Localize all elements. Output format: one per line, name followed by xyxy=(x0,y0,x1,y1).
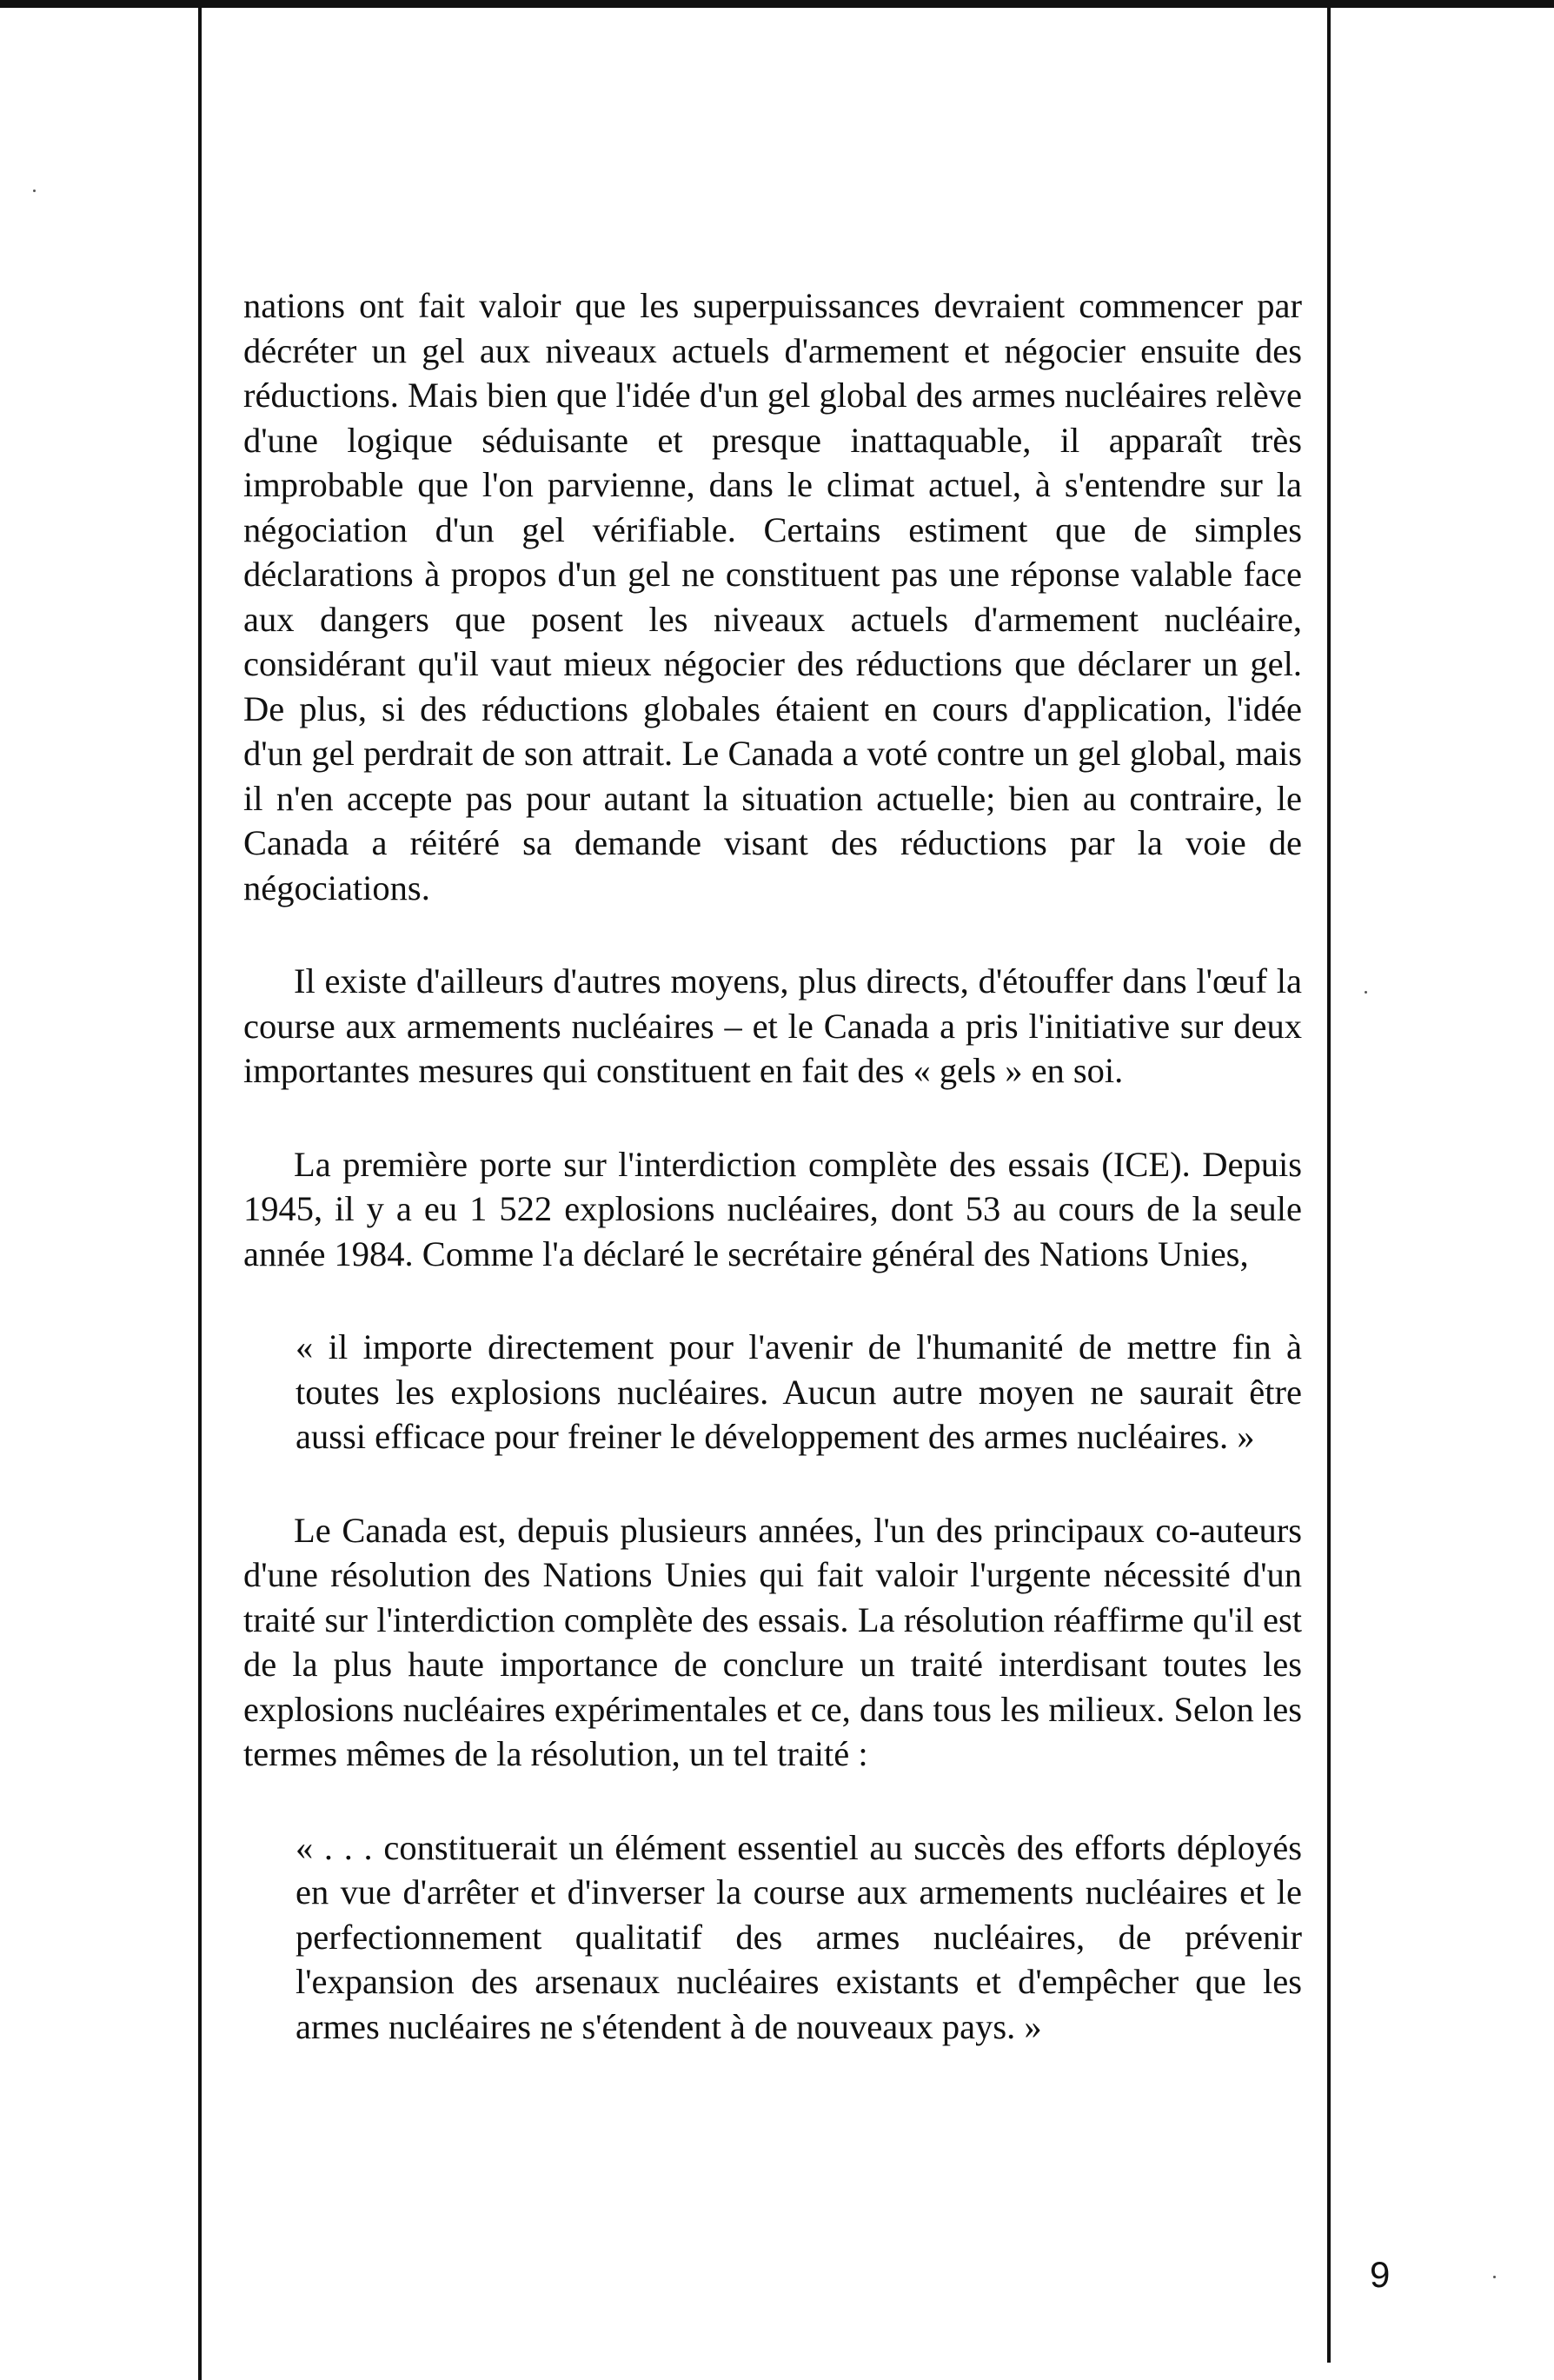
quote-resolution: « . . . constituerait un élément essentiel au succès des efforts déployés en vue d'arrêter et d'inverser la course aux armements nucléaires et le perfectionnement qualitatif des armes nucléaires, de prévenir l'expansion des arsenaux nucléaires existants et d'empêcher que les armes nucléaires ne s'étendent à de nouveaux pays. » xyxy=(296,1827,1302,2046)
top-border-rule xyxy=(0,0,1554,8)
page-number: 9 xyxy=(1370,2254,1391,2295)
paragraph-gel-discussion: nations ont fait valoir que les superpuissances devraient commencer par décréter un gel aux niveaux actuels d'armement et négocier ensuite des réductions. Mais bien que l'idée d'un gel global des armes nucléaires relève d'une logique séduisante et presque inattaquable, il apparaît très improbable que l'on parvienne, dans le climat actuel, à s'entendre sur la négociation d'un gel vérifiable. Certains estiment que de simples déclarations à propos d'un gel ne constituent pas une réponse valable face aux dangers que posent les niveaux actuels d'armement nucléaire, considérant qu'il vaut mieux négocier des réductions que déclarer un gel. De plus, si des réductions globales étaient en cours d'application, l'idée d'un gel perdrait de son attrait. Le Canada a voté contre un gel global, mais il n'en accepte pas pour autant la situation actuelle; bien au contraire, le Canada a réitéré sa demande visant des réductions par la voie de négociations. xyxy=(243,286,1302,907)
right-margin-rule xyxy=(1327,0,1331,2363)
paragraph-canada-resolution: Le Canada est, depuis plusieurs années, l'un des principaux co-auteurs d'une résolution des Nations Unies qui fait valoir l'urgente nécessité d'un traité sur l'interdiction complète des essais. La résolution réaffirme qu'il est de la plus haute importance de conclure un traité interdisant toutes les explosions nucléaires expérimentales et ce, dans tous les milieux. Selon les termes mêmes de la résolution, un tel traité : xyxy=(243,1510,1302,1773)
paragraph-other-means: Il existe d'ailleurs d'autres moyens, plus directs, d'étouffer dans l'œuf la course aux armements nucléaires – et le Canada a pris l'initiative sur deux importantes mesures qui constituent en fait des « gels » en soi. xyxy=(243,961,1302,1090)
scan-speck xyxy=(33,189,36,192)
page-body xyxy=(243,283,1302,2049)
paragraph-test-ban: La première porte sur l'interdiction complète des essais (ICE). Depuis 1945, il y a eu 1 522 explosions nucléaires, dont 53 au cours de la seule année 1984. Comme l'a déclaré le secrétaire général des Nations Unies, xyxy=(243,1144,1302,1273)
left-margin-rule xyxy=(198,0,202,2380)
scan-speck xyxy=(1365,991,1367,994)
quote-secretary-general: « il importe directement pour l'avenir de l'humanité de mettre fin à toutes les explosions nucléaires. Aucun autre moyen ne saurait être aussi efficace pour freiner le développement des armes nucléaires. » xyxy=(296,1327,1302,1456)
scan-speck xyxy=(1493,2276,1496,2278)
